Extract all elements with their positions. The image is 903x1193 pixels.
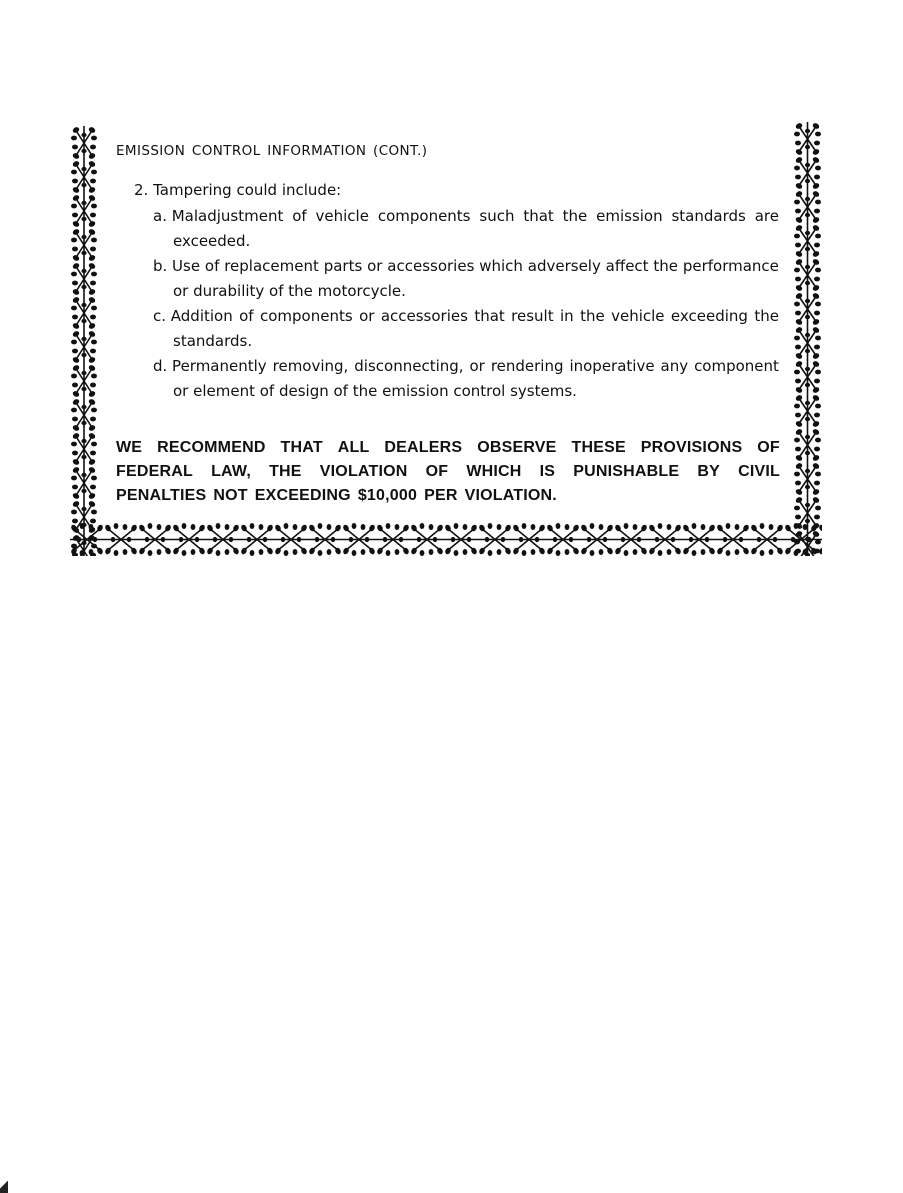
warning-line: WE RECOMMEND THAT ALL DEALERS OBSERVE THESE PROVISIONS OF <box>116 439 780 456</box>
leaf-vine-ornament-icon <box>70 126 98 556</box>
list-item-line: standards. <box>173 332 253 350</box>
leaf-vine-ornament-icon <box>70 523 822 556</box>
list-item-c <box>153 304 779 354</box>
leaf-vine-ornament-icon <box>793 122 822 556</box>
ornamental-border-right <box>793 122 822 556</box>
list-item-line: a. Maladjustment of vehicle components such that the emission standards are <box>153 207 779 225</box>
section-title: EMISSION CONTROL INFORMATION (CONT.) <box>116 143 428 159</box>
legal-warning-notice <box>116 436 780 508</box>
list-item-line: or element of design of the emission control systems. <box>173 382 577 400</box>
warning-line: FEDERAL LAW, THE VIOLATION OF WHICH IS PUNISHABLE BY CIVIL <box>116 463 780 480</box>
list-item-line: or durability of the motorcycle. <box>173 282 406 300</box>
list-heading: 2. Tampering could include: <box>134 181 342 199</box>
list-item-line: d. Permanently removing, disconnecting, or rendering inoperative any component <box>153 357 779 375</box>
list-item-b <box>153 254 779 304</box>
ornamental-border-left <box>70 126 98 556</box>
scan-artifact-mark <box>0 1180 8 1193</box>
warning-line: PENALTIES NOT EXCEEDING $10,000 PER VIOLATION. <box>116 487 557 504</box>
list-item-a <box>153 204 779 254</box>
ornamental-border-bottom <box>70 523 822 556</box>
list-item-line: b. Use of replacement parts or accessories which adversely affect the performance <box>153 257 779 275</box>
list-item-line: c. Addition of components or accessories that result in the vehicle exceeding the <box>153 307 779 325</box>
list-item-line: exceeded. <box>173 232 251 250</box>
list-item-d <box>153 354 779 404</box>
